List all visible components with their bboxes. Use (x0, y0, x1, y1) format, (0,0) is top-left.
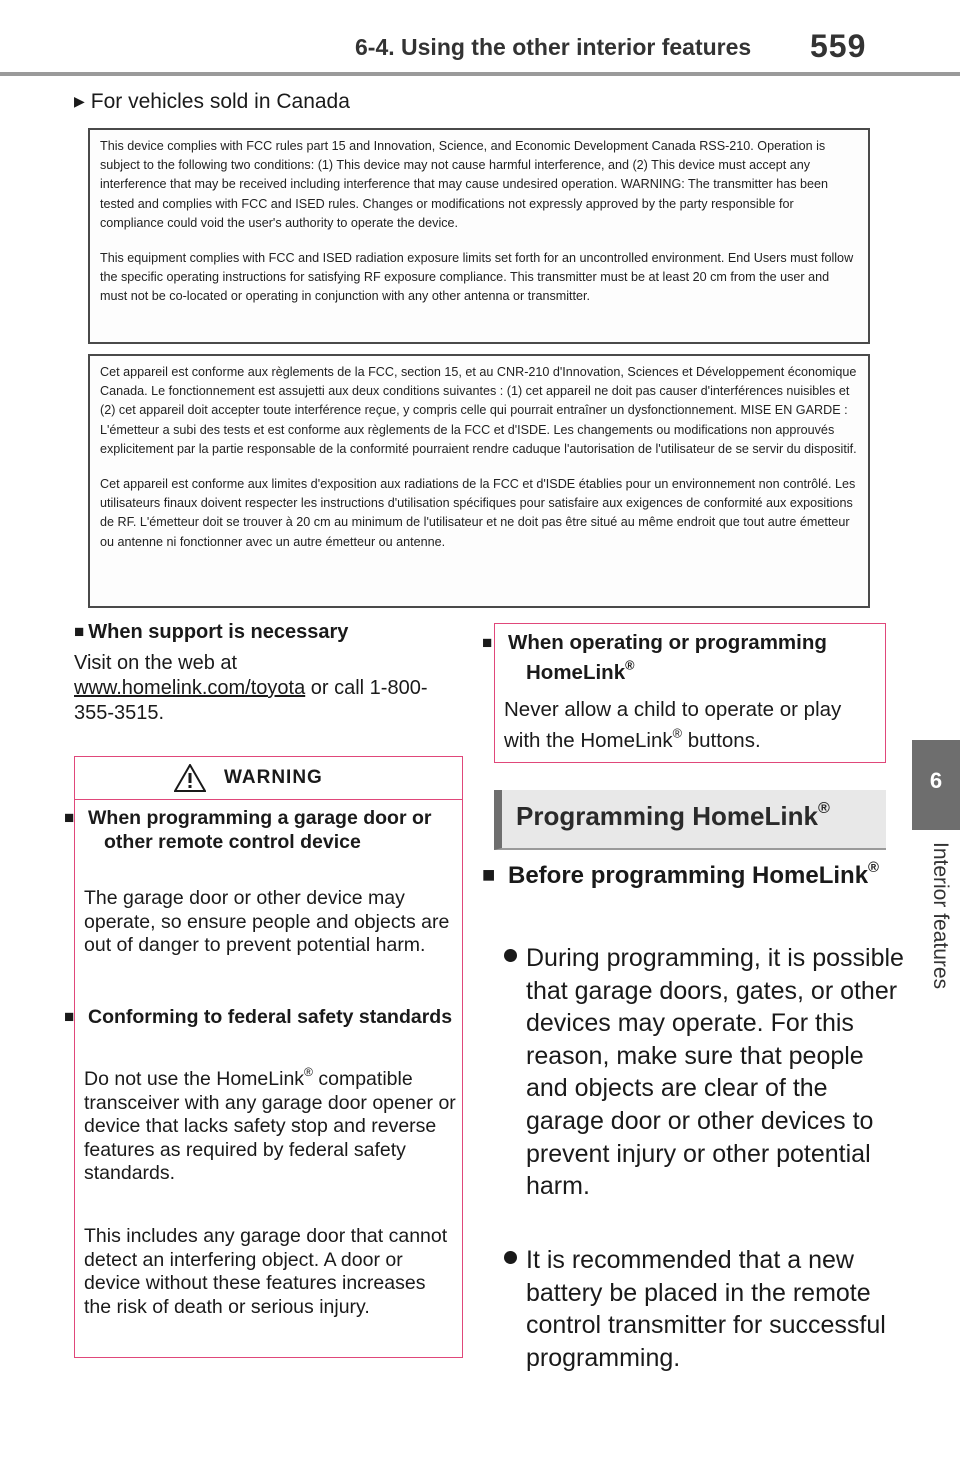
before-programming-heading-text: Before programming HomeLink (508, 862, 869, 889)
warning-triangle-icon (174, 764, 206, 792)
registered-mark: ® (817, 798, 830, 817)
programming-bullet-1-text: During programming, it is possible that garage doors, gates, or other devices may operate. For this reason, make sure that people and objects are clear of the garage door or other devices to prevent injury or other potential harm. (526, 944, 904, 1201)
homelink-website-link[interactable]: www.homelink.com/toyota (74, 677, 306, 699)
warning-title: WARNING (224, 767, 323, 788)
warning-item3-text: This includes any garage door that cannot detect an interfering object. A door or device without these features increases the risk of death or serious injury. (84, 1225, 448, 1318)
bullet-dot-icon (504, 949, 517, 962)
registered-mark: ® (868, 859, 880, 876)
support-heading (74, 621, 348, 644)
warning-item1-heading: ■ When programming a garage door or other remote control device (64, 807, 432, 853)
compliance-box-french (88, 354, 870, 608)
programming-bullet-2-text: It is recommended that a new battery be placed in the remote control transmitter for successful programming. (526, 1246, 886, 1372)
chapter-number: 6 (929, 768, 943, 793)
warning-item1-heading-text: When programming a garage door or other remote control device (88, 807, 432, 853)
chapter-label: Interior features (929, 842, 952, 990)
warning-item2-heading: ■ Conforming to federal safety standards (64, 1006, 453, 1028)
warning-item2-text-a: Do not use the HomeLink (84, 1068, 305, 1090)
arrow-icon: ▶ (74, 93, 85, 109)
warning-item2-text (84, 1064, 456, 1186)
square-bullet-icon: ■ (74, 622, 85, 641)
warning-item2-text-b: compatible transceiver with any garage door opener or device that lacks safety stop and reverse features as required by federal safety standards. (84, 1068, 456, 1184)
before-programming-heading: ■ Before programming HomeLink® (482, 859, 880, 889)
registered-mark: ® (625, 657, 635, 673)
support-heading-text: When support is necessary (88, 621, 349, 643)
support-phone-text: or call 1-800-355-3515. (74, 677, 428, 724)
homelink-note-heading-text: When operating or programming HomeLink (508, 631, 827, 684)
canada-heading-text: For vehicles sold in Canada (90, 90, 350, 113)
programming-title (516, 798, 830, 832)
page-number: 559 (810, 28, 867, 64)
bullet-dot-icon (504, 1251, 517, 1264)
warning-item1-text: The garage door or other device may operate, so ensure people and objects are out of danger to prevent potential harm. (84, 887, 450, 956)
registered-mark: ® (672, 725, 683, 741)
compliance-fr-paragraph: Cet appareil est conforme aux limites d'exposition aux radiations de la FCC et d'ISDE établies pour un environnement non contrôlé. Les utilisateurs finaux doivent respecter les instructions d'utilisation spécifiques pour satisfaire aux exigences de conformité aux expositions de RF. L'émetteur doit se trouver à 20 cm au minimum de l'utilisateur et ne doit pas être situé au même endroit que tout autre émetteur ou antenne ni fonctionner avec un autre émetteur ou antenne. (100, 477, 856, 549)
programming-title-text: Programming HomeLink (516, 801, 818, 831)
programming-bullet-1 (504, 942, 910, 1203)
support-text (74, 651, 464, 726)
homelink-note-text (504, 694, 876, 756)
canada-heading (74, 90, 350, 114)
warning-item2-heading-text: Conforming to federal safety standards (88, 1006, 453, 1028)
compliance-en-paragraph: This equipment complies with FCC and ISED radiation exposure limits set forth for an uncontrolled environment. End Users must follow the specific operating instructions for satisfying RF exposure compliance. This transmitter must be at least 20 cm from the user and must not be co-located or operating in conjunction with any other antenna or transmitter. (100, 251, 854, 304)
header-rule (0, 72, 960, 76)
compliance-en-paragraph: This device complies with FCC rules part 15 and Innovation, Science, and Economic Development Canada RSS-210. Operation is subject to the following two conditions: (1) This device may not cause harmful interference, and (2) This device must accept any interference that may be received including interference that may cause undesired operation. WARNING: The transmitter has been tested and complies with FCC and ISED rules. Changes or modifications not expressly approved by the party responsible for compliance could void the user's authority to operate the device. (100, 139, 829, 230)
section-title: 6-4. Using the other interior features (355, 34, 752, 60)
homelink-note-heading: ■ When operating or programming HomeLink® (482, 631, 827, 684)
registered-mark: ® (304, 1064, 313, 1079)
compliance-box-english (88, 128, 870, 344)
warning-header (74, 756, 463, 800)
homelink-note-text-b: buttons. (682, 729, 761, 752)
programming-bullet-2 (504, 1244, 910, 1374)
homelink-note-text-a: Never allow a child to operate or play with the HomeLink (504, 698, 842, 752)
support-text-before: Visit on the web at (74, 652, 238, 674)
compliance-fr-paragraph: Cet appareil est conforme aux règlements de la FCC, section 15, et au CNR-210 d'Innovation, Sciences et Développement économique Canada. Le fonctionnement est assujetti aux deux conditions suivantes : (1) cet appareil ne doit pas causer d'interférences nuisibles et (2) cet appareil doit accepter toute interférence reçue, y compris celle qui pourrait entraîner un dysfonctionnement. MISE EN GARDE : L'émetteur a subi des tests et est conforme aux règlements de la FCC et d'ISDE. Les changements ou modifications non approuvés explicitement par la partie responsable de la conformité pourraient rendre caduque l'autorisation de l'utilisateur de se servir du dispositif. (100, 365, 857, 456)
